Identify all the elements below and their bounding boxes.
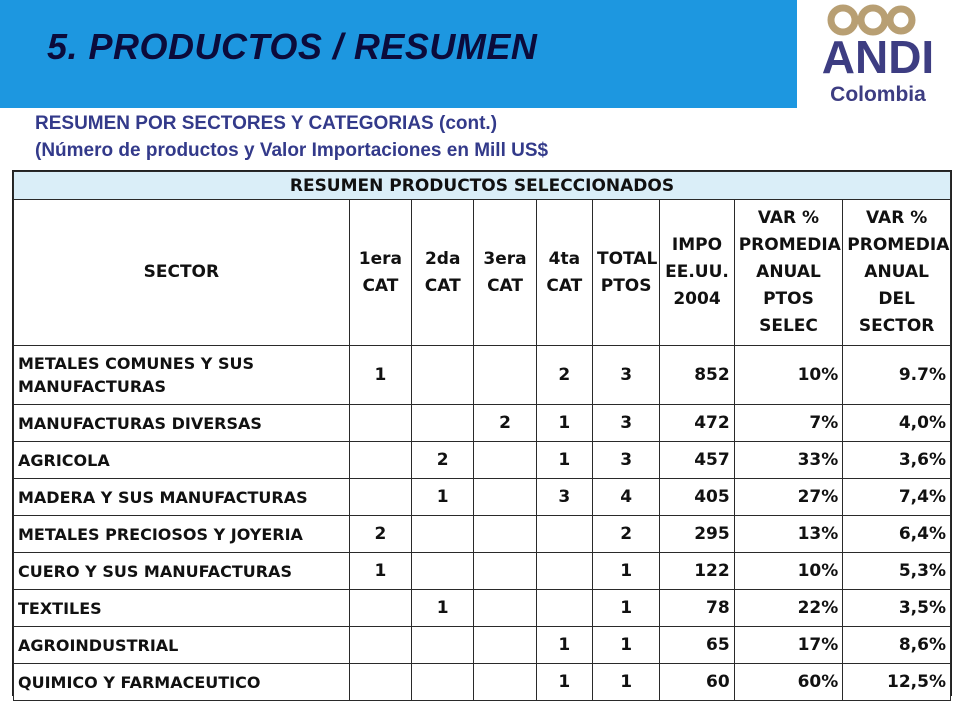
cat2-cell bbox=[412, 516, 474, 553]
sector-cell bbox=[14, 627, 350, 664]
impo-cell: 60 bbox=[660, 664, 734, 701]
var-ptos-cell: 17% bbox=[734, 627, 843, 664]
cat4-cell bbox=[536, 553, 592, 590]
total-cell: 4 bbox=[592, 479, 659, 516]
cat1-cell bbox=[349, 442, 411, 479]
column-header-line: SELEC bbox=[759, 316, 818, 336]
var-sector-cell: 6,4% bbox=[843, 516, 951, 553]
column-header-line: IMPO bbox=[671, 235, 723, 255]
column-header-line: EE.UU. bbox=[665, 262, 729, 282]
sector-name-line: CUERO Y SUS MANUFACTURAS bbox=[18, 561, 292, 581]
total-cell: 3 bbox=[592, 442, 659, 479]
column-header-line: ANUAL bbox=[756, 262, 821, 282]
cat2-cell: 2 bbox=[412, 442, 474, 479]
table-row bbox=[14, 664, 951, 701]
sector-name-line: TEXTILES bbox=[18, 598, 102, 618]
column-header-impo bbox=[660, 200, 734, 346]
var-ptos-cell: 27% bbox=[734, 479, 843, 516]
var-sector-cell: 8,6% bbox=[843, 627, 951, 664]
column-header-line: CAT bbox=[362, 275, 399, 296]
cat3-cell bbox=[474, 442, 536, 479]
cat2-cell bbox=[412, 405, 474, 442]
impo-cell: 295 bbox=[660, 516, 734, 553]
total-cell: 1 bbox=[592, 664, 659, 701]
sector-name-line: AGROINDUSTRIAL bbox=[18, 635, 179, 655]
column-header-line: 2004 bbox=[673, 289, 721, 309]
sector-name-line: AGRICOLA bbox=[18, 450, 110, 470]
sector-name-line: METALES COMUNES Y SUS bbox=[18, 354, 254, 373]
column-header-line: PTOS bbox=[600, 275, 652, 296]
table-row bbox=[14, 479, 951, 516]
column-header-line: 4ta bbox=[548, 248, 581, 269]
cat2-cell: 1 bbox=[412, 590, 474, 627]
cat4-cell: 1 bbox=[536, 627, 592, 664]
column-header-cat3 bbox=[474, 200, 536, 346]
cat3-cell bbox=[474, 516, 536, 553]
total-cell: 1 bbox=[592, 590, 659, 627]
sector-name-line: MANUFACTURAS bbox=[18, 377, 167, 396]
cat2-cell: 1 bbox=[412, 479, 474, 516]
logo-country: Colombia bbox=[830, 83, 926, 106]
total-cell: 3 bbox=[592, 346, 659, 405]
cat3-cell bbox=[474, 346, 536, 405]
impo-cell: 472 bbox=[660, 405, 734, 442]
sector-cell bbox=[14, 590, 350, 627]
table-banner: RESUMEN PRODUCTOS SELECCIONADOS bbox=[14, 172, 951, 200]
cat1-cell: 1 bbox=[349, 346, 411, 405]
cat4-cell: 1 bbox=[536, 664, 592, 701]
column-header-cat4 bbox=[536, 200, 592, 346]
column-header-line: ANUAL bbox=[864, 262, 929, 282]
table-row bbox=[14, 516, 951, 553]
cat1-cell bbox=[349, 664, 411, 701]
cat1-cell bbox=[349, 479, 411, 516]
cat2-cell bbox=[412, 664, 474, 701]
sector-cell bbox=[14, 442, 350, 479]
total-cell: 2 bbox=[592, 516, 659, 553]
table-row bbox=[14, 405, 951, 442]
var-ptos-cell: 22% bbox=[734, 590, 843, 627]
column-header-line: PTOS bbox=[763, 289, 814, 309]
cat4-cell: 1 bbox=[536, 405, 592, 442]
var-sector-cell: 5,3% bbox=[843, 553, 951, 590]
sector-name-line: MADERA Y SUS MANUFACTURAS bbox=[18, 487, 308, 507]
cat2-cell bbox=[412, 553, 474, 590]
var-sector-cell: 12,5% bbox=[843, 664, 951, 701]
andi-logo-graphic bbox=[797, 0, 960, 108]
column-header-var-sector bbox=[843, 200, 951, 346]
var-sector-cell: 3,5% bbox=[843, 590, 951, 627]
column-header-line: 1era bbox=[358, 248, 403, 269]
var-sector-cell: 9.7% bbox=[843, 346, 951, 405]
column-header-line: VAR % bbox=[866, 208, 928, 228]
cat3-cell bbox=[474, 479, 536, 516]
andi-logo bbox=[797, 0, 960, 108]
sector-cell bbox=[14, 553, 350, 590]
var-ptos-cell: 13% bbox=[734, 516, 843, 553]
sector-cell bbox=[14, 664, 350, 701]
impo-cell: 78 bbox=[660, 590, 734, 627]
cat3-cell: 2 bbox=[474, 405, 536, 442]
impo-cell: 65 bbox=[660, 627, 734, 664]
column-header-line: TOTAL bbox=[596, 248, 658, 269]
sector-cell bbox=[14, 479, 350, 516]
sector-cell bbox=[14, 516, 350, 553]
total-cell: 3 bbox=[592, 405, 659, 442]
sector-name-line: QUIMICO Y FARMACEUTICO bbox=[18, 672, 261, 692]
cat2-cell bbox=[412, 346, 474, 405]
table-row bbox=[14, 627, 951, 664]
column-header-line: 2da bbox=[424, 248, 461, 269]
column-header-line: CAT bbox=[546, 275, 583, 296]
subtitle-line-1: RESUMEN POR SECTORES Y CATEGORIAS (cont.) bbox=[35, 113, 498, 134]
var-ptos-cell: 7% bbox=[734, 405, 843, 442]
column-header-line: VAR % bbox=[757, 208, 820, 228]
var-ptos-cell: 60% bbox=[734, 664, 843, 701]
summary-table-container bbox=[12, 170, 952, 696]
var-sector-cell: 4,0% bbox=[843, 405, 951, 442]
cat3-cell bbox=[474, 627, 536, 664]
cat2-cell bbox=[412, 627, 474, 664]
column-header-var-ptos bbox=[734, 200, 843, 346]
column-header-line: CAT bbox=[487, 275, 523, 296]
logo-brand: ANDI bbox=[821, 31, 935, 83]
logo-rings-icon bbox=[831, 8, 912, 32]
table-row bbox=[14, 346, 951, 405]
var-sector-cell: 7,4% bbox=[843, 479, 951, 516]
table-row bbox=[14, 590, 951, 627]
cat4-cell: 1 bbox=[536, 442, 592, 479]
cat1-cell bbox=[349, 627, 411, 664]
column-header-cat2 bbox=[412, 200, 474, 346]
sector-cell bbox=[14, 405, 350, 442]
cat3-cell bbox=[474, 590, 536, 627]
cat4-cell: 3 bbox=[536, 479, 592, 516]
column-header-line: SECTOR bbox=[143, 262, 220, 282]
var-sector-cell: 3,6% bbox=[843, 442, 951, 479]
impo-cell: 852 bbox=[660, 346, 734, 405]
table-row bbox=[14, 442, 951, 479]
var-ptos-cell: 33% bbox=[734, 442, 843, 479]
column-header-line: PROMEDIA bbox=[738, 235, 841, 255]
cat1-cell bbox=[349, 590, 411, 627]
summary-table bbox=[13, 171, 951, 701]
cat1-cell: 2 bbox=[349, 516, 411, 553]
var-ptos-cell: 10% bbox=[734, 553, 843, 590]
column-header-total bbox=[592, 200, 659, 346]
impo-cell: 122 bbox=[660, 553, 734, 590]
cat4-cell bbox=[536, 590, 592, 627]
impo-cell: 405 bbox=[660, 479, 734, 516]
total-cell: 1 bbox=[592, 627, 659, 664]
cat3-cell bbox=[474, 664, 536, 701]
sector-name-line: MANUFACTURAS DIVERSAS bbox=[18, 413, 262, 433]
column-header-line: PROMEDIA bbox=[847, 235, 950, 255]
cat4-cell: 2 bbox=[536, 346, 592, 405]
column-header-sector bbox=[14, 200, 350, 346]
impo-cell: 457 bbox=[660, 442, 734, 479]
column-header-line: DEL bbox=[878, 289, 915, 309]
cat1-cell bbox=[349, 405, 411, 442]
sector-cell bbox=[14, 346, 350, 405]
column-header-line: 3era bbox=[483, 248, 527, 269]
subtitle-line-2: (Número de productos y Valor Importaciones en Mill US$ bbox=[35, 140, 549, 161]
column-header-cat1 bbox=[349, 200, 411, 346]
slide-title: 5. PRODUCTOS / RESUMEN bbox=[47, 26, 538, 67]
cat4-cell bbox=[536, 516, 592, 553]
cat3-cell bbox=[474, 553, 536, 590]
sector-name-line: METALES PRECIOSOS Y JOYERIA bbox=[18, 524, 303, 544]
column-header-line: CAT bbox=[424, 275, 461, 296]
table-row bbox=[14, 553, 951, 590]
cat1-cell: 1 bbox=[349, 553, 411, 590]
column-header-line: SECTOR bbox=[858, 316, 935, 336]
total-cell: 1 bbox=[592, 553, 659, 590]
var-ptos-cell: 10% bbox=[734, 346, 843, 405]
